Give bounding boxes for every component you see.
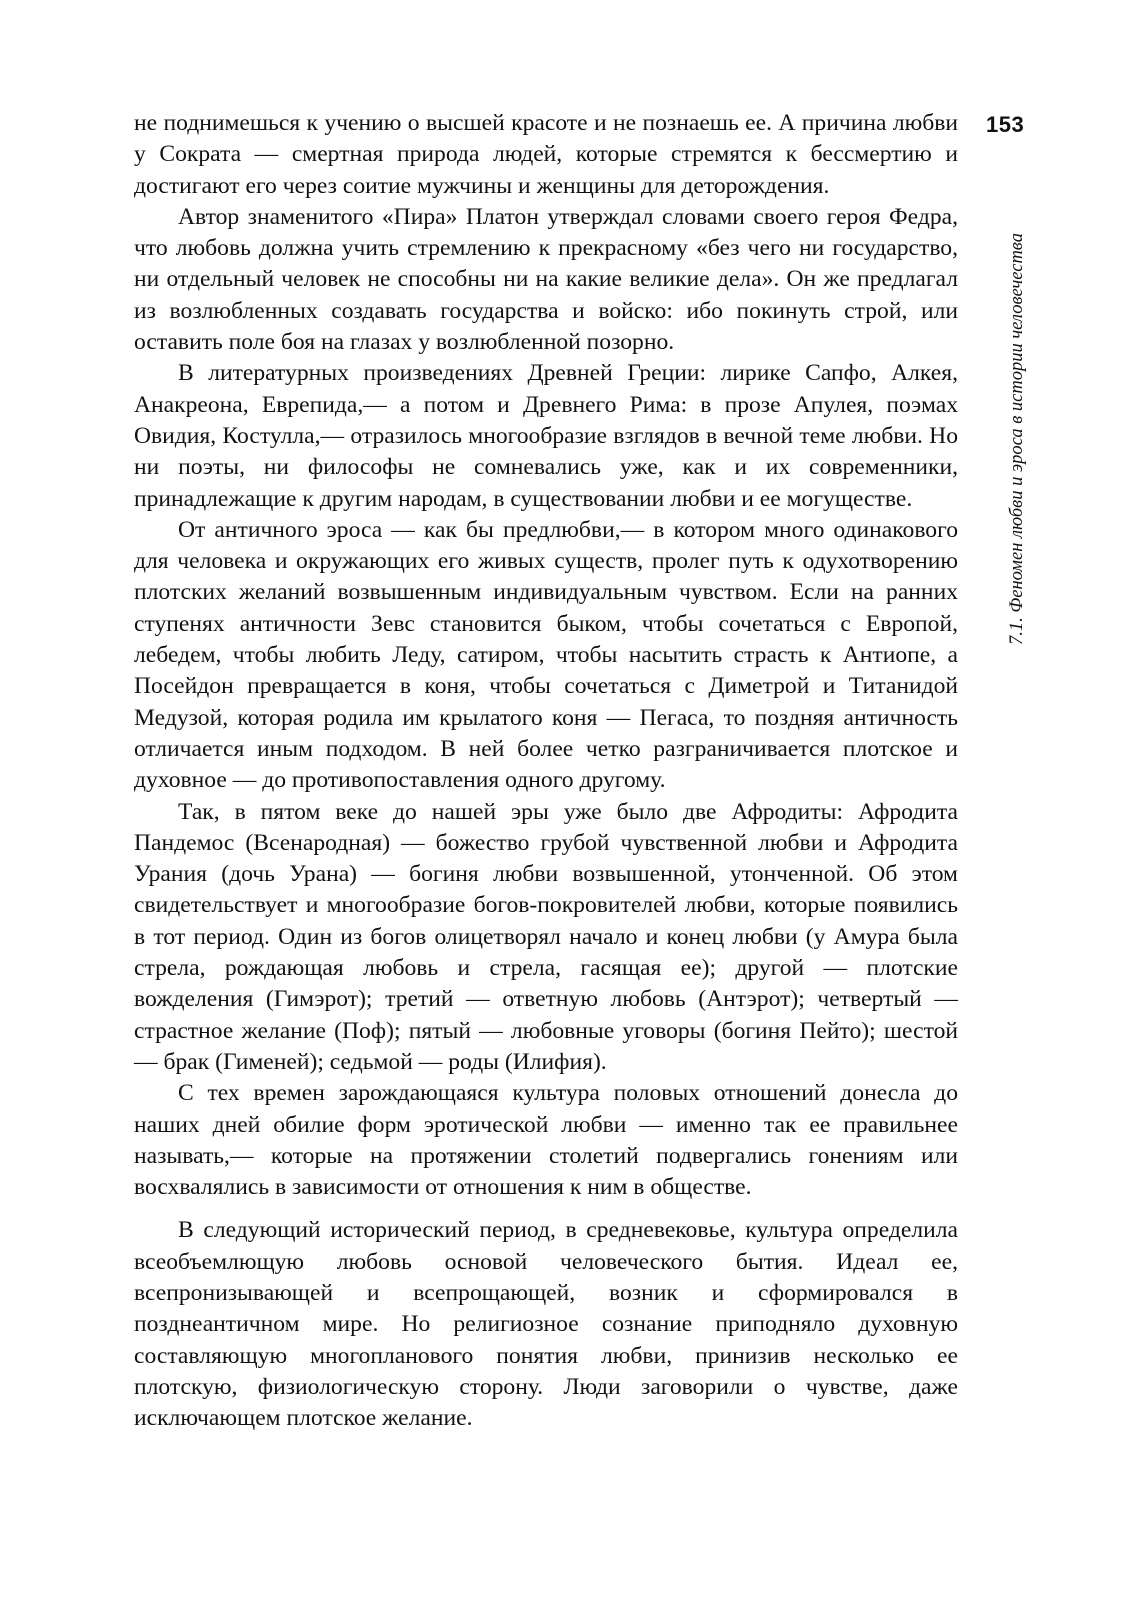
body-text: [134, 108, 958, 1434]
paragraph: Так, в пятом веке до нашей эры уже было две Афродиты: Афродита Пандемос (Всенародная) — божество грубой чувственной любви и Афродита Урания (дочь Урана) — богиня любви возвышенной, утонченной. Об этом свидетельствует и многообразие богов-покровителей любви, которые появились в тот период. Один из богов олицетворял начало и конец любви (у Амура была стрела, рождающая любовь и стрела, гасящая ее); другой — плотские вожделения (Гимэрот); третий — ответную любовь (Антэрот); четвертый — страстное желание (Поф); пятый — любовные уговоры (богиня Пейто); шестой — брак (Гименей); седьмой — роды (Илифия).: [134, 798, 958, 1075]
paragraph: От античного эроса — как бы предлюбви,— в котором много одинакового для человека и окружающих его живых существ, пролег путь к одухотворению плотских желаний возвышенным индивидуальным чувством. Если на ранних ступенях античности Зевс становится быком, чтобы сочетаться с Европой, лебедем, чтобы любить Леду, сатиром, чтобы насытить страсть к Антиопе, а Посейдон превращается в коня, чтобы сочетаться с Диметрой и Титанидой Медузой, которая родила им крылатого коня — Пегаса, то поздняя античность отличается иным подходом. В ней более четко разграничивается плотское и духовное — до противопоставления одного другому.: [134, 516, 958, 794]
paragraph: В литературных произведениях Древней Греции: лирике Сапфо, Алкея, Анакреона, Еврепида,— а потом и Древнего Рима: в прозе Апулея, поэмах Овидия, Костулла,— отразилось многообразие взглядов в вечной теме любви. Но ни поэты, ни философы не сомневались уже, как и их современники, принадлежащие к другим народам, в существовании любви и ее могуществе.: [134, 360, 958, 512]
running-head-text: 7.1. Феномен любви и эроса в истории человечества: [1007, 233, 1027, 645]
paragraph: Автор знаменитого «Пира» Платон утверждал словами своего героя Федра, что любовь должна учить стремлению к прекрасному «без чего ни государство, ни отдельный человек не способны ни на какие великие дела». Он же предлагал из возлюбленных создавать государства и войско: ибо покинуть строй, или оставить поле боя на глазах у возлюбленной позорно.: [134, 203, 958, 356]
page-number: 153: [986, 112, 1025, 137]
paragraph: С тех времен зарождающаяся культура половых отношений донесла до наших дней обилие форм эротической любви — именно так ее правильнее называть,— которые на протяжении столетий подвергались гонениям или восхвалялись в зависимости от отношения к ним в обществе.: [134, 1080, 958, 1201]
paragraph: В следующий исторический период, в средневековье, культура определила всеобъемлющую любовь основой человеческого бытия. Идеал ее, всепронизывающей и всепрощающей, возник и сформировался в позднеантичном мире. Но религиозное сознание приподняло духовную составляющую многопланового понятия любви, принизив несколько ее плотскую, физиологическую сторону. Люди заговорили о чувстве, даже исключающем плотское желание.: [134, 1217, 958, 1432]
paragraph: не поднимешься к учению о высшей красоте и не познаешь ее. А причина любви у Сократа — смертная природа людей, которые стремятся к бессмертию и достигают его через соитие мужчины и женщины для деторождения.: [134, 110, 958, 199]
running-head: [1007, 165, 1027, 645]
